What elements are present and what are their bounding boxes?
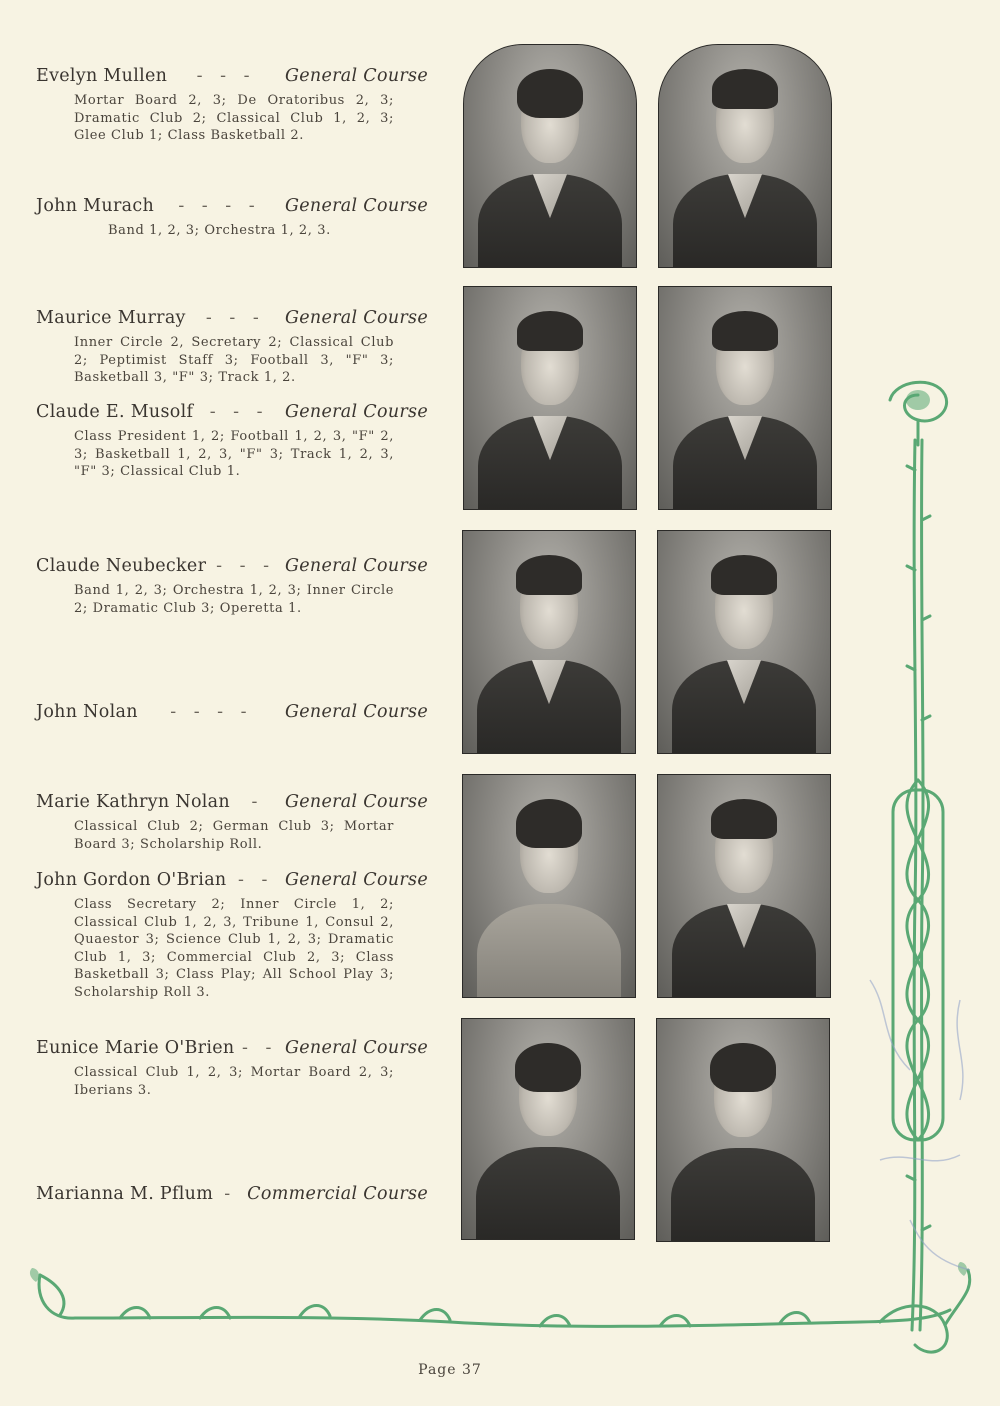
dash-leader: - - - — [196, 66, 256, 86]
student-name: Claude E. Musolf — [36, 402, 194, 422]
course-label: General Course — [284, 196, 428, 216]
margin-scribble — [850, 960, 990, 1300]
activities-text: Mortar Board 2, 3; De Oratoribus 2, 3; Dramatic Club 2; Classical Club 1, 2, 3; Glee Club 1; Class Basketball 2. — [74, 93, 394, 143]
dash-leader: - - - — [205, 308, 265, 328]
dash-leader: - - — [238, 870, 274, 890]
dash-leader: - - - - — [178, 196, 261, 216]
student-name: Marie Kathryn Nolan — [36, 792, 230, 812]
student-name: Claude Neubecker — [36, 556, 207, 576]
student-name: John Gordon O'Brian — [36, 870, 227, 890]
dash-leader: - — [251, 792, 264, 812]
activities-text: Band 1, 2, 3; Orchestra 1, 2, 3. — [108, 223, 331, 238]
dash-leader: - - - - — [170, 702, 253, 722]
course-label: General Course — [284, 1038, 428, 1058]
activities-text: Class President 1, 2; Football 1, 2, 3, "F" 2, 3; Basketball 1, 2, 3, "F" 3; Track 1, 2, 3, "F" 3; Classical Club 1. — [74, 429, 394, 479]
activities-text: Classical Club 1, 2, 3; Mortar Board 2, 3; Iberians 3. — [74, 1065, 394, 1098]
activities-text: Inner Circle 2, Secretary 2; Classical Club 2; Peptimist Staff 3; Football 3, "F" 3; Basketball 3, "F" 3; Track 1, 2. — [74, 335, 394, 385]
student-name: Maurice Murray — [36, 308, 186, 328]
course-label: General Course — [284, 66, 428, 86]
student-name: John Nolan — [36, 702, 138, 722]
student-name: Marianna M. Pflum — [36, 1184, 214, 1204]
course-label: General Course — [284, 308, 428, 328]
dash-leader: - - — [242, 1038, 278, 1058]
course-label: General Course — [284, 402, 428, 422]
dash-leader: - - - — [209, 402, 269, 422]
dash-leader: - - - — [216, 556, 276, 576]
student-name: Eunice Marie O'Brien — [36, 1038, 235, 1058]
student-name: John Murach — [36, 196, 155, 216]
course-label: General Course — [284, 702, 428, 722]
activities-text: Classical Club 2; German Club 3; Mortar Board 3; Scholarship Roll. — [74, 819, 394, 852]
page-number: Page 37 — [418, 1362, 482, 1378]
activities-text: Band 1, 2, 3; Orchestra 1, 2, 3; Inner Circle 2; Dramatic Club 3; Operetta 1. — [74, 583, 394, 616]
course-label: General Course — [284, 870, 428, 890]
course-label: General Course — [284, 556, 428, 576]
activities-text: Class Secretary 2; Inner Circle 1, 2; Classical Club 1, 2, 3, Tribune 1, Consul 2, Quaestor 3; Science Club 1, 2, 3; Dramatic Club 1, 3; Commercial Club 2, 3; Class Basketball 3; Class Play; All School Play 3; Scholarship Roll 3. — [74, 897, 394, 1000]
course-label: General Course — [284, 792, 428, 812]
student-name: Evelyn Mullen — [36, 66, 168, 86]
course-label: Commercial Course — [247, 1184, 428, 1204]
dash-leader: - — [224, 1184, 237, 1204]
